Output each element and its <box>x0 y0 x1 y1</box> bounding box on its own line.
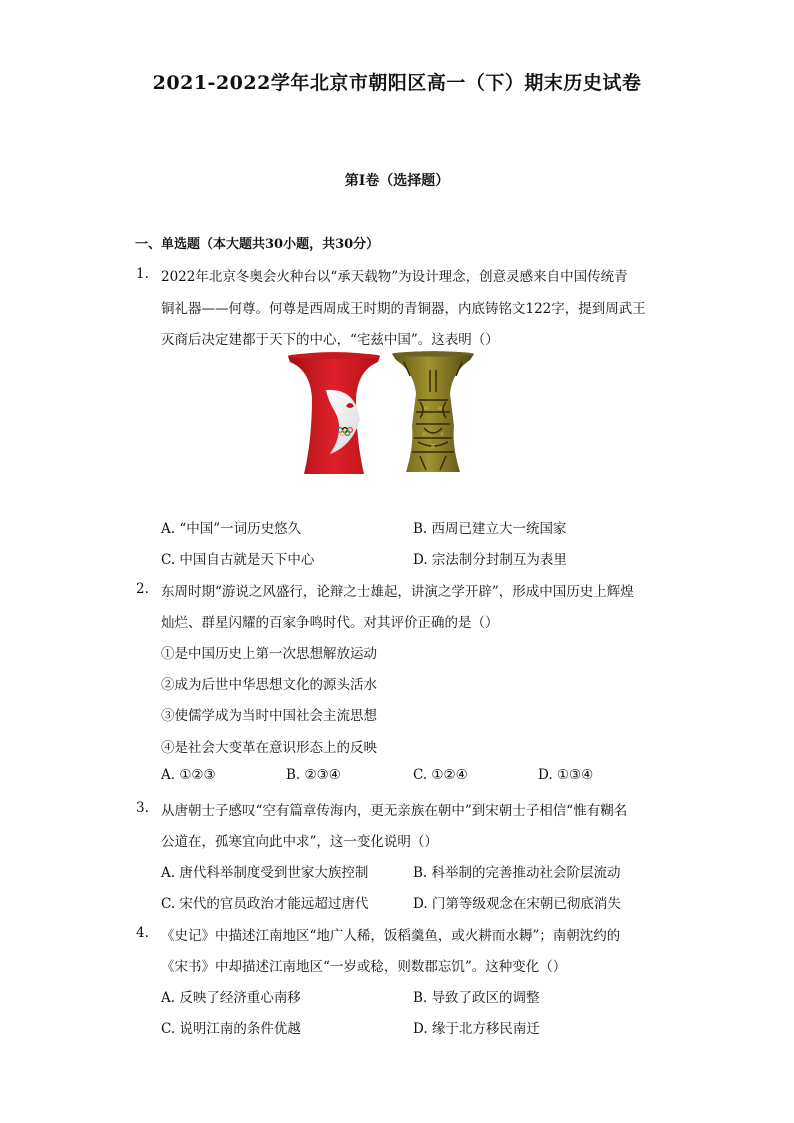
answer-option[interactable]: A. ①②③ <box>161 767 216 783</box>
section-heading: 第I卷（选择题） <box>344 173 450 189</box>
answer-option[interactable]: B. 科举制的完善推动社会阶层流动 <box>413 865 621 881</box>
answer-option[interactable]: D. 缘于北方移民南迁 <box>413 1021 540 1037</box>
olympic-flame-stand-image <box>286 350 382 480</box>
statement-2: ②成为后世中华思想文化的源头活水 <box>161 677 377 693</box>
question-text-line: 2022年北京冬奥会火种台以“承天载物”为设计理念，创意灵感来自中国传统青 <box>161 269 628 285</box>
exam-title: 2021-2022学年北京市朝阳区高一（下）期末历史试卷 <box>152 72 642 94</box>
answer-option[interactable]: C. 说明江南的条件优越 <box>161 1021 301 1037</box>
question-text-line: 从唐朝士子感叹“空有篇章传海内，更无亲族在朝中”到宋朝士子相信“惟有糊名 <box>161 803 628 819</box>
question-number: 2. <box>136 581 149 597</box>
answer-option[interactable]: D. ①③④ <box>538 767 594 783</box>
answer-option[interactable]: B. ②③④ <box>286 767 341 783</box>
question-text-line: 《史记》中描述江南地区“地广人稀，饭稻羹鱼，或火耕而水耨”；南朝沈约的 <box>161 928 621 944</box>
part-heading: 一、单选题（本大题共30小题，共30分） <box>135 237 380 252</box>
answer-option[interactable]: C. ①②④ <box>413 767 468 783</box>
question-number: 3. <box>136 800 149 816</box>
answer-option[interactable]: C. 宋代的官员政治才能远超过唐代 <box>161 896 369 912</box>
answer-option[interactable]: C. 中国自古就是天下中心 <box>161 552 315 568</box>
answer-option[interactable]: A. “中国”一词历史悠久 <box>161 521 302 537</box>
answer-option[interactable]: A. 反映了经济重心南移 <box>161 990 301 1006</box>
answer-option[interactable]: B. 导致了政区的调整 <box>413 990 540 1006</box>
question-text-line: 灭商后决定建都于天下的中心，“宅兹中国”。这表明（） <box>161 332 499 348</box>
answer-option[interactable]: D. 宗法制分封制互为表里 <box>413 552 567 568</box>
he-zun-bronze-image <box>390 350 476 480</box>
question-text-line: 东周时期“游说之风盛行，论辩之士雄起，讲演之学开辟”，形成中国历史上辉煌 <box>161 584 634 600</box>
question-number: 4. <box>136 925 149 941</box>
statement-3: ③使儒学成为当时中国社会主流思想 <box>161 708 377 724</box>
question-number: 1. <box>136 266 149 282</box>
answer-option[interactable]: A. 唐代科举制度受到世家大族控制 <box>161 865 369 881</box>
question-text-line: 《宋书》中却描述江南地区“一岁或稔，则数郡忘饥”。这种变化（） <box>161 959 567 975</box>
answer-option[interactable]: B. 西周已建立大一统国家 <box>413 521 567 537</box>
statement-1: ①是中国历史上第一次思想解放运动 <box>161 646 377 662</box>
question-text-line: 铜礼器——何尊。何尊是西周成王时期的青铜器，内底铸铭文122字，提到周武王 <box>161 301 646 317</box>
question-text-line: 灿烂、群星闪耀的百家争鸣时代。对其评价正确的是（） <box>161 615 499 631</box>
question-text-line: 公道在，孤寒宜向此中求”，这一变化说明（） <box>161 834 438 850</box>
statement-4: ④是社会大变革在意识形态上的反映 <box>161 740 377 756</box>
answer-option[interactable]: D. 门第等级观念在宋朝已彻底消失 <box>413 896 621 912</box>
